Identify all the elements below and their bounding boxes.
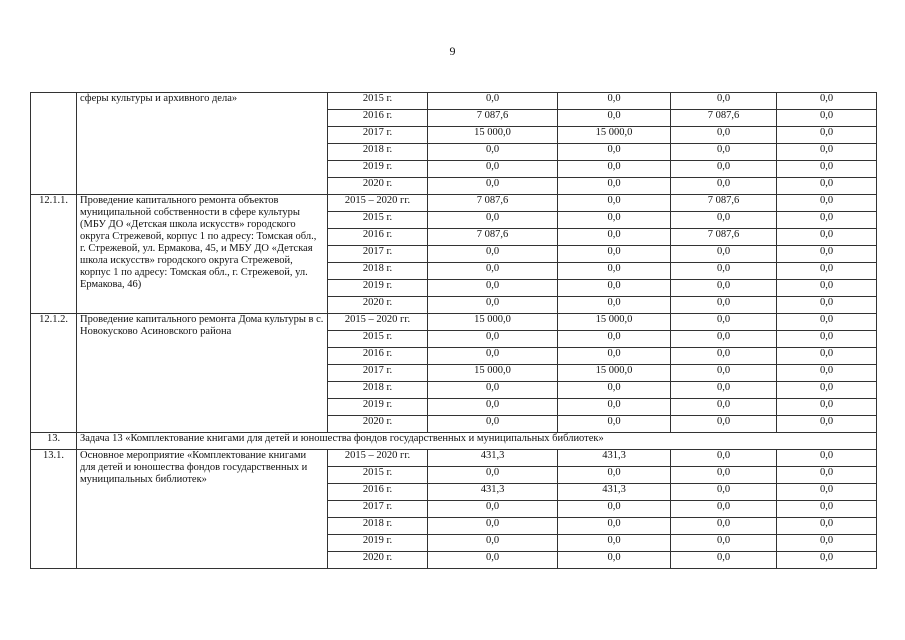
period-cell: 2020 г. [328, 416, 428, 433]
measure-description: Проведение капитального ремонта Дома культуры в с. Новокусково Асиновского района [77, 314, 328, 433]
period-cell: 2017 г. [328, 246, 428, 263]
amount-cell: 431,3 [558, 450, 671, 467]
amount-cell: 0,0 [558, 246, 671, 263]
amount-cell: 0,0 [777, 518, 877, 535]
amount-cell: 0,0 [558, 263, 671, 280]
amount-cell: 0,0 [777, 348, 877, 365]
amount-cell: 0,0 [671, 280, 777, 297]
amount-cell: 0,0 [671, 552, 777, 569]
period-cell: 2018 г. [328, 382, 428, 399]
amount-cell: 0,0 [671, 450, 777, 467]
amount-cell: 0,0 [558, 144, 671, 161]
amount-cell: 0,0 [558, 195, 671, 212]
amount-cell: 0,0 [777, 399, 877, 416]
amount-cell: 0,0 [671, 93, 777, 110]
amount-cell: 0,0 [671, 212, 777, 229]
amount-cell: 0,0 [428, 348, 558, 365]
period-cell: 2020 г. [328, 552, 428, 569]
amount-cell: 0,0 [777, 127, 877, 144]
row-number [31, 93, 77, 195]
period-cell: 2019 г. [328, 399, 428, 416]
amount-cell: 0,0 [671, 382, 777, 399]
amount-cell: 15 000,0 [428, 365, 558, 382]
amount-cell: 0,0 [558, 178, 671, 195]
amount-cell: 0,0 [777, 212, 877, 229]
page-number: 9 [449, 44, 456, 58]
amount-cell: 0,0 [777, 263, 877, 280]
amount-cell: 0,0 [558, 518, 671, 535]
amount-cell: 0,0 [558, 501, 671, 518]
table-row [31, 450, 877, 467]
amount-cell: 0,0 [558, 416, 671, 433]
period-cell: 2019 г. [328, 535, 428, 552]
budget-table [30, 92, 877, 569]
amount-cell: 0,0 [558, 467, 671, 484]
amount-cell: 0,0 [428, 331, 558, 348]
amount-cell: 7 087,6 [428, 195, 558, 212]
row-number: 12.1.1. [31, 195, 77, 314]
amount-cell: 0,0 [428, 212, 558, 229]
amount-cell: 0,0 [671, 246, 777, 263]
amount-cell: 0,0 [671, 331, 777, 348]
amount-cell: 0,0 [671, 178, 777, 195]
amount-cell: 431,3 [428, 450, 558, 467]
period-cell: 2017 г. [328, 501, 428, 518]
amount-cell: 0,0 [558, 399, 671, 416]
amount-cell: 0,0 [558, 552, 671, 569]
amount-cell: 15 000,0 [428, 127, 558, 144]
amount-cell: 0,0 [671, 297, 777, 314]
period-cell: 2020 г. [328, 178, 428, 195]
period-cell: 2020 г. [328, 297, 428, 314]
period-cell: 2015 – 2020 гг. [328, 314, 428, 331]
period-cell: 2019 г. [328, 161, 428, 178]
amount-cell: 0,0 [428, 297, 558, 314]
period-cell: 2017 г. [328, 365, 428, 382]
amount-cell: 0,0 [428, 518, 558, 535]
amount-cell: 0,0 [777, 246, 877, 263]
amount-cell: 0,0 [428, 280, 558, 297]
amount-cell: 0,0 [428, 144, 558, 161]
period-cell: 2018 г. [328, 144, 428, 161]
measure-description: Проведение капитального ремонта объектов муниципальной собственности в сфере культуры (МБУ ДО «Детская школа искусств» городского округа Стрежевой, корпус 1 по адресу: Томская обл., г. Стрежевой, ул. Ермакова, 45, и МБУ ДО «Детская школа искусств» городского округа Стрежевой, корпус 1 по адресу: Томская обл., г. Стрежевой, ул. Ермакова, 46) [77, 195, 328, 314]
amount-cell: 0,0 [671, 365, 777, 382]
amount-cell: 15 000,0 [558, 314, 671, 331]
amount-cell: 0,0 [671, 314, 777, 331]
amount-cell: 0,0 [671, 399, 777, 416]
table-row [31, 93, 877, 110]
amount-cell: 0,0 [558, 382, 671, 399]
amount-cell: 0,0 [671, 484, 777, 501]
amount-cell: 0,0 [671, 348, 777, 365]
period-cell: 2016 г. [328, 348, 428, 365]
amount-cell: 0,0 [558, 93, 671, 110]
period-cell: 2018 г. [328, 518, 428, 535]
amount-cell: 7 087,6 [671, 229, 777, 246]
amount-cell: 15 000,0 [558, 127, 671, 144]
amount-cell: 7 087,6 [671, 110, 777, 127]
period-cell: 2016 г. [328, 484, 428, 501]
amount-cell: 431,3 [558, 484, 671, 501]
table-row [31, 195, 877, 212]
period-cell: 2015 г. [328, 93, 428, 110]
amount-cell: 7 087,6 [428, 229, 558, 246]
period-cell: 2015 г. [328, 467, 428, 484]
amount-cell: 0,0 [428, 263, 558, 280]
row-number: 13.1. [31, 450, 77, 569]
amount-cell: 0,0 [777, 552, 877, 569]
amount-cell: 0,0 [777, 382, 877, 399]
amount-cell: 0,0 [428, 467, 558, 484]
row-number: 13. [31, 433, 77, 450]
amount-cell: 0,0 [777, 110, 877, 127]
amount-cell: 0,0 [671, 535, 777, 552]
amount-cell: 15 000,0 [558, 365, 671, 382]
amount-cell: 0,0 [428, 535, 558, 552]
amount-cell: 0,0 [428, 382, 558, 399]
amount-cell: 15 000,0 [428, 314, 558, 331]
amount-cell: 0,0 [777, 331, 877, 348]
amount-cell: 7 087,6 [428, 110, 558, 127]
amount-cell: 0,0 [671, 144, 777, 161]
amount-cell: 0,0 [777, 535, 877, 552]
amount-cell: 0,0 [558, 161, 671, 178]
amount-cell: 0,0 [428, 93, 558, 110]
amount-cell: 0,0 [777, 365, 877, 382]
amount-cell: 0,0 [777, 161, 877, 178]
amount-cell: 0,0 [777, 467, 877, 484]
table-row [31, 314, 877, 331]
amount-cell: 0,0 [671, 467, 777, 484]
amount-cell: 0,0 [428, 501, 558, 518]
amount-cell: 0,0 [777, 229, 877, 246]
row-number: 12.1.2. [31, 314, 77, 433]
task-title: Задача 13 «Комплектование книгами для детей и юношества фондов государственных и муниципальных библиотек» [77, 433, 877, 450]
amount-cell: 0,0 [671, 501, 777, 518]
period-cell: 2016 г. [328, 110, 428, 127]
amount-cell: 0,0 [558, 212, 671, 229]
amount-cell: 0,0 [777, 501, 877, 518]
amount-cell: 0,0 [671, 161, 777, 178]
amount-cell: 0,0 [428, 246, 558, 263]
amount-cell: 0,0 [428, 552, 558, 569]
task-row [31, 433, 877, 450]
measure-description: Основное мероприятие «Комплектование книгами для детей и юношества фондов государственных и муниципальных библиотек» [77, 450, 328, 569]
amount-cell: 0,0 [777, 195, 877, 212]
amount-cell: 0,0 [428, 178, 558, 195]
amount-cell: 0,0 [428, 399, 558, 416]
amount-cell: 0,0 [558, 110, 671, 127]
period-cell: 2015 – 2020 гг. [328, 450, 428, 467]
amount-cell: 0,0 [558, 297, 671, 314]
amount-cell: 0,0 [428, 161, 558, 178]
amount-cell: 0,0 [671, 127, 777, 144]
amount-cell: 0,0 [777, 416, 877, 433]
amount-cell: 0,0 [777, 484, 877, 501]
period-cell: 2016 г. [328, 229, 428, 246]
amount-cell: 0,0 [558, 280, 671, 297]
period-cell: 2015 г. [328, 331, 428, 348]
amount-cell: 0,0 [558, 229, 671, 246]
amount-cell: 0,0 [671, 263, 777, 280]
amount-cell: 0,0 [777, 144, 877, 161]
measure-description: сферы культуры и архивного дела» [77, 93, 328, 195]
amount-cell: 0,0 [777, 93, 877, 110]
amount-cell: 0,0 [777, 297, 877, 314]
amount-cell: 7 087,6 [671, 195, 777, 212]
period-cell: 2015 г. [328, 212, 428, 229]
amount-cell: 0,0 [428, 416, 558, 433]
amount-cell: 0,0 [777, 314, 877, 331]
amount-cell: 0,0 [558, 535, 671, 552]
period-cell: 2019 г. [328, 280, 428, 297]
amount-cell: 0,0 [777, 178, 877, 195]
amount-cell: 0,0 [671, 416, 777, 433]
amount-cell: 0,0 [558, 348, 671, 365]
amount-cell: 431,3 [428, 484, 558, 501]
amount-cell: 0,0 [777, 280, 877, 297]
amount-cell: 0,0 [558, 331, 671, 348]
amount-cell: 0,0 [671, 518, 777, 535]
period-cell: 2017 г. [328, 127, 428, 144]
period-cell: 2018 г. [328, 263, 428, 280]
period-cell: 2015 – 2020 гг. [328, 195, 428, 212]
amount-cell: 0,0 [777, 450, 877, 467]
